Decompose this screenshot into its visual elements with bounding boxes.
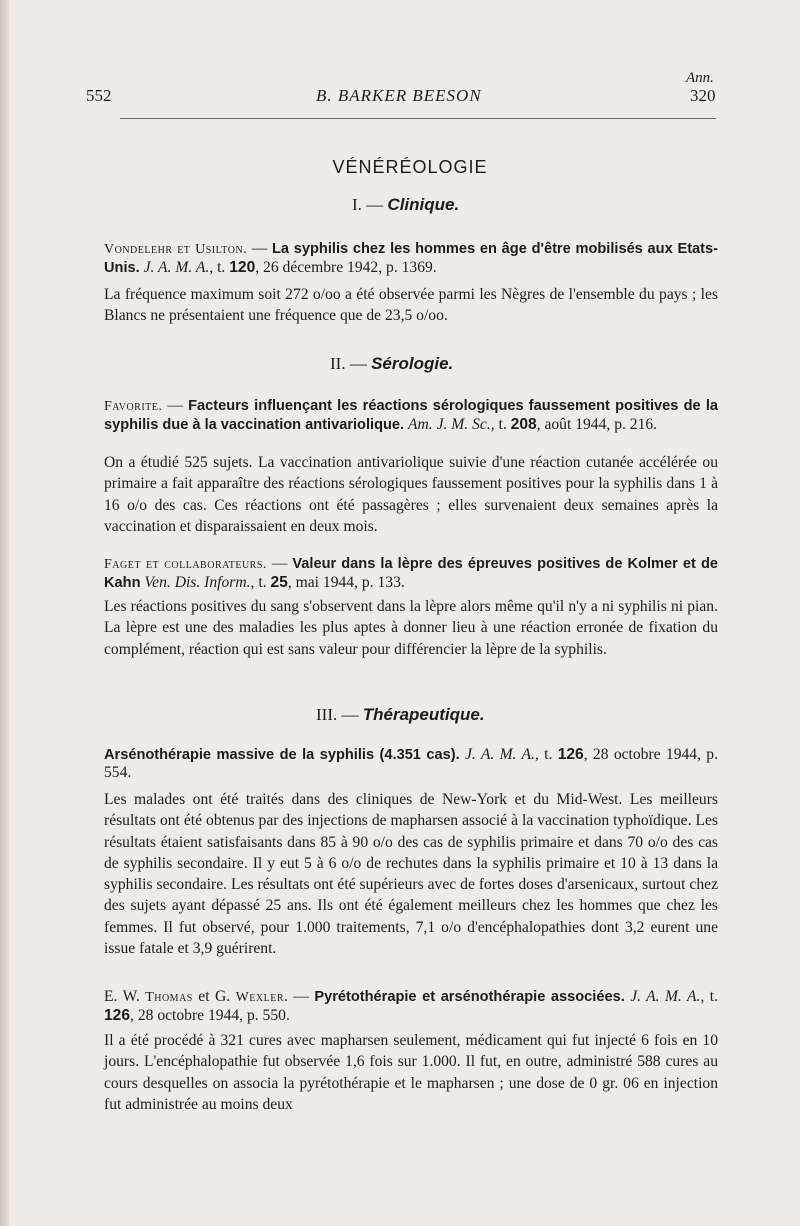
article-title: Arsénothérapie massive de la syphilis (4.351 cas). [104,747,460,763]
article-abstract-1: La fréquence maximum soit 272 o/oo a été observée parmi les Nègres de l'ensemble du pays ; les Blancs ne présentaient une fréquence que de 23,5 o/oo. [104,286,718,325]
journal-volume: 126 [104,1007,131,1024]
article-title: Facteurs influençant les réactions sérologiques faussement positives de la syphilis due à la vaccination antivariolique. [104,398,718,433]
journal-name: J. A. M. A. [630,988,701,1005]
article-abstract-3: Les réactions positives du sang s'observent dans la lèpre alors même qu'il n'y a ni syphilis ni pian. La lèpre est une des maladies les plus aptes à donner lieu à une réaction erronée de fixation du complément, réaction qui est sans valeur pour différencier la lèpre de la syphilis. [104,598,718,658]
running-title: B. BARKER BEESON [316,86,482,105]
article-title: Pyrétothérapie et arsénothérapie associées. [314,989,625,1005]
article-reference-4 [104,746,718,782]
dash: — [266,555,293,572]
citation-rest: , 28 octobre 1944, p. 554. [104,746,718,781]
section-heading-2 [330,354,453,374]
article-title: Valeur dans la lèpre des épreuves positives de Kolmer et de Kahn [104,556,718,591]
journal-name: J. A. M. A. [143,259,210,276]
header-ann: Ann. [686,70,714,86]
article-reference-3 [104,555,718,592]
section-number: I. — [352,195,384,214]
journal-volume: 208 [510,416,537,433]
article-title: La syphilis chez les hommes en âge d'être mobilisés aux Etats-Unis. [104,241,719,276]
article-authors: Favorite. [104,399,163,414]
volume-prefix: , t. [209,259,230,276]
dash: — [162,397,189,414]
section-title: Clinique. [387,195,460,214]
author-initials: E. W. [104,988,146,1005]
citation-rest: , mai 1944, p. 133. [287,574,405,591]
volume-prefix: , t. [534,746,558,763]
journal-volume: 120 [229,259,256,276]
section-number: III. — [316,705,359,724]
journal-name: Am. J. M. Sc. [407,416,491,433]
section-title: Thérapeutique. [362,705,485,724]
volume-number: 320 [690,86,716,105]
volume-prefix: , t. [490,416,511,433]
header-rule [120,118,716,119]
article-author-1: Thomas [145,990,193,1005]
author-separator: et G. [192,988,236,1005]
journal-name: Ven. Dis. Inform. [144,574,251,591]
journal-name: J. A. M. A. [464,746,535,763]
section-number: II. — [330,354,367,373]
section-title: Sérologie. [371,354,454,373]
article-abstract-5: Il a été procédé à 321 cures avec mapharsen seulement, médicament qui fut injecté 6 fois en 10 jours. L'encéphalopathie fut observée 1,6 fois sur 1.000. Il fut, en outre, administré 588 cures au cours desquelles on associa la pyrétothérapie et le mapharsen ; une dose de 0 gr. 06 en injection fut administrée au moins deux [104,1032,718,1113]
article-abstract-4: Les malades ont été traités dans des cliniques de New-York et du Mid-West. Les meilleurs résultats ont été obtenus par des injections de mapharsen associé à la vaccination typhoïdique. Les résultats étaient satisfaisants dans 85 à 90 o/o des cas de syphilis primaire et dans 70 o/o des cas de syphilis secondaire. Il y eut 5 à 6 o/o de rechutes dans la syphilis primaire et 10 à 13 dans la syphilis secondaire. Les résultats ont été supérieurs avec de fortes doses d'arsenicaux, surtout chez des sujets ayant dépassé 25 ans. Ils ont été également meilleurs chez les hommes que chez les femmes. Il fut observé, pour 1.000 traitements, 7,1 o/o d'encéphalopathies dont 3,2 eurent une issue fatale et 3,9 guérirent. [104,791,718,958]
section-heading-1 [352,195,459,215]
page-binding-edge [0,0,9,1226]
citation-rest: , août 1944, p. 216. [536,416,658,433]
citation-rest: , 26 décembre 1942, p. 1369. [255,259,437,276]
section-heading-3 [316,705,485,725]
main-title: VÉNÉRÉOLOGIE [332,157,488,177]
page-number: 552 [86,86,112,105]
article-abstract-2: On a étudié 525 sujets. La vaccination antivariolique suivie d'une réaction cutanée accélérée ou primaire a fait apparaître des réactions sérologiques faussement positives pour la syphilis dans 1 à 16 o/o des cas. Ces réactions ont été passagères ; elles survenaient deux semaines après la vaccination et disparaissaient en deux mois. [104,454,718,535]
dash: — [247,240,272,257]
volume-prefix: , t. [700,988,719,1005]
article-authors: Faget et collaborateurs. [104,557,267,572]
article-author-2: Wexler [235,990,284,1005]
journal-volume: 126 [557,746,584,763]
volume-prefix: , t. [250,574,271,591]
article-reference-5 [104,988,718,1025]
article-authors: Vondelehr et Usilton. [104,242,248,257]
citation-rest: , 28 octobre 1944, p. 550. [130,1007,290,1024]
dash: . — [284,988,315,1005]
journal-volume: 25 [270,574,288,591]
article-reference-1 [104,240,718,277]
article-reference-2 [104,397,718,434]
